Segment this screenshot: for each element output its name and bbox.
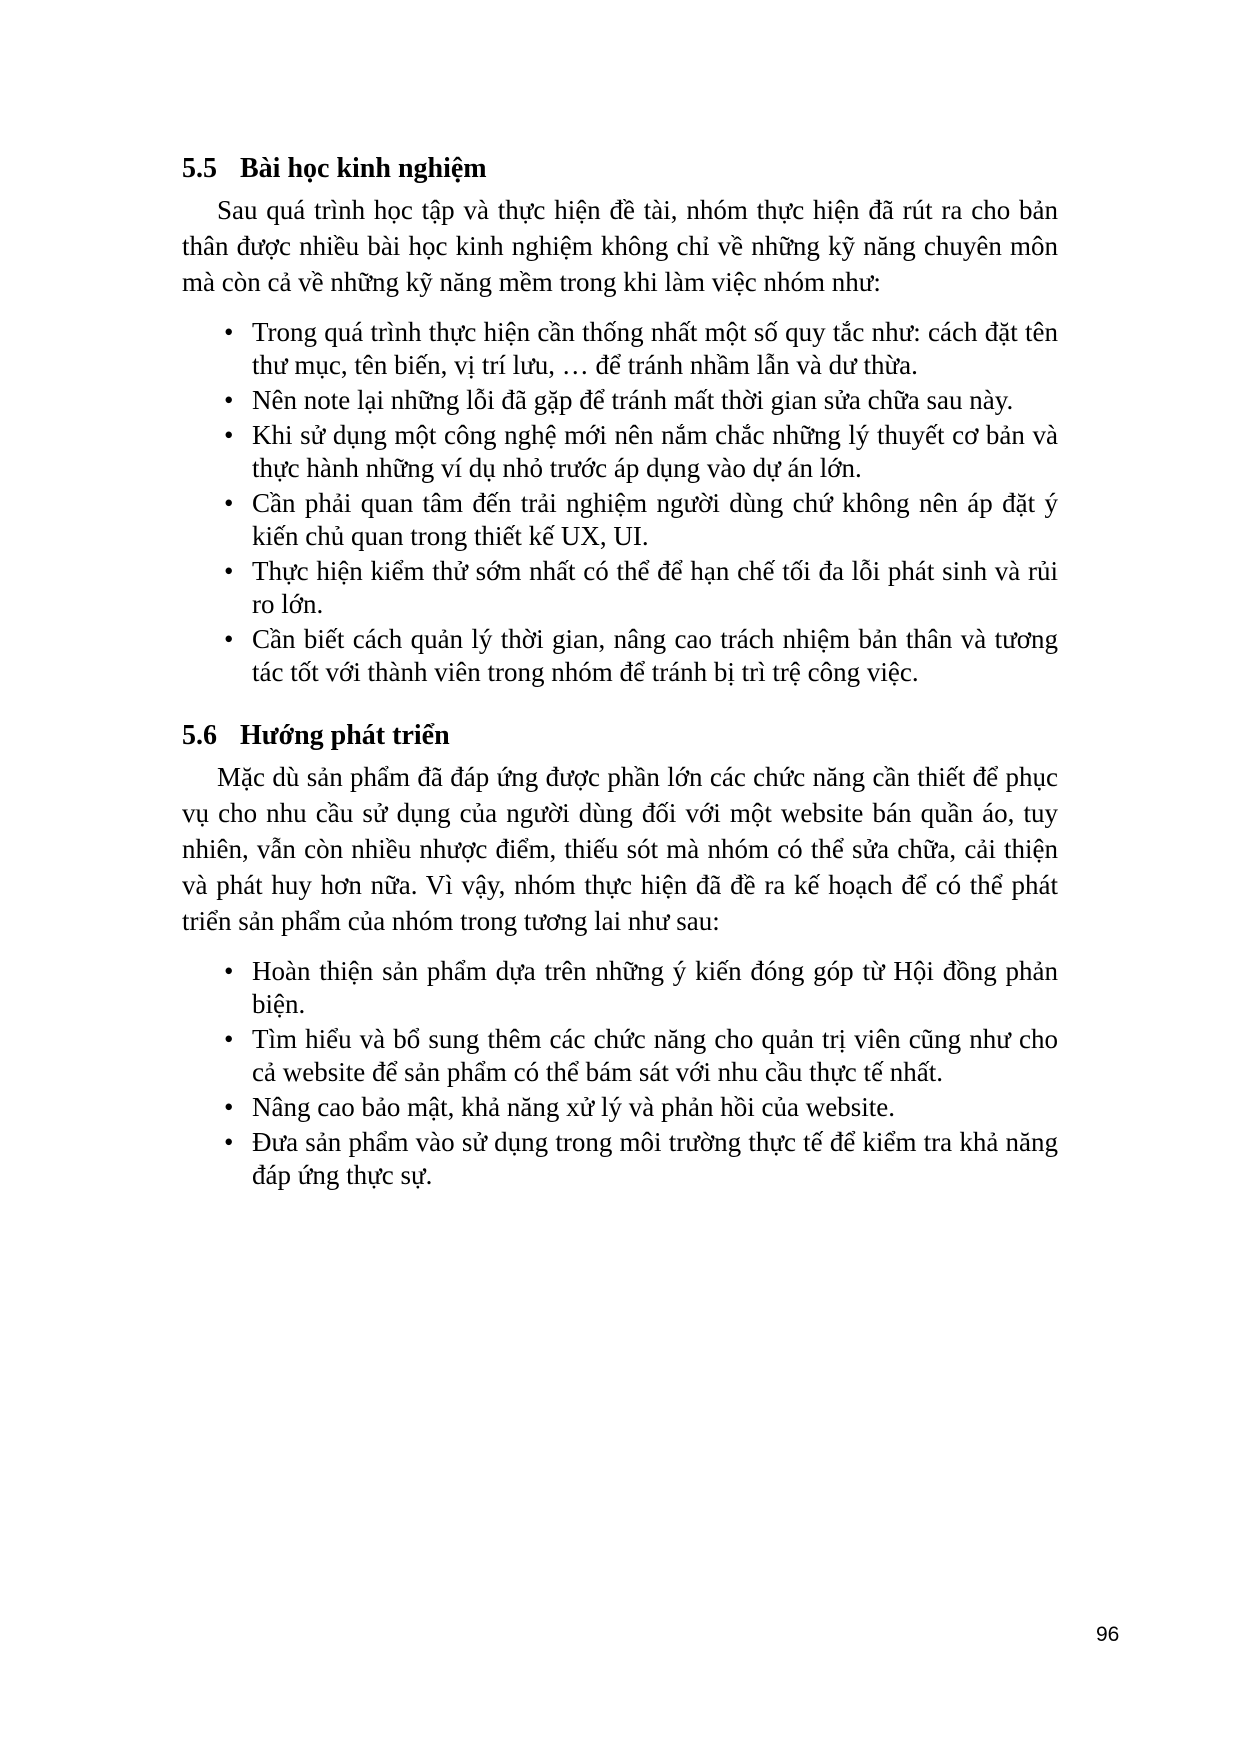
- section-number: 5.6: [182, 720, 217, 751]
- section-heading: [182, 152, 1058, 186]
- list-item: • Tìm hiểu và bổ sung thêm các chức năng cho quản trị viên cũng như cho cả website để sản phẩm có thể bám sát với nhu cầu thực tế nhất.: [252, 1023, 1058, 1089]
- section-lessons-learned: [182, 152, 1058, 689]
- bullet-list: [182, 316, 1058, 689]
- list-item: • Khi sử dụng một công nghệ mới nên nắm chắc những lý thuyết cơ bản và thực hành những ví dụ nhỏ trước áp dụng vào dự án lớn.: [252, 419, 1058, 485]
- list-item: • Trong quá trình thực hiện cần thống nhất một số quy tắc như: cách đặt tên thư mục, tên biến, vị trí lưu, … để tránh nhầm lẫn và dư thừa.: [252, 316, 1058, 382]
- section-title: Bài học kinh nghiệm: [240, 153, 487, 184]
- section-title: Hướng phát triển: [240, 720, 450, 751]
- section-intro-paragraph: Sau quá trình học tập và thực hiện đề tài, nhóm thực hiện đã rút ra cho bản thân được nhiều bài học kinh nghiệm không chỉ về những kỹ năng chuyên môn mà còn cả về những kỹ năng mềm trong khi làm việc nhóm như:: [182, 195, 1058, 297]
- list-item: • Đưa sản phẩm vào sử dụng trong môi trường thực tế để kiểm tra khả năng đáp ứng thực sự.: [252, 1126, 1058, 1192]
- list-item: • Cần biết cách quản lý thời gian, nâng cao trách nhiệm bản thân và tương tác tốt với thành viên trong nhóm để tránh bị trì trệ công việc.: [252, 623, 1058, 689]
- list-item: • Thực hiện kiểm thử sớm nhất có thể để hạn chế tối đa lỗi phát sinh và rủi ro lớn.: [252, 555, 1058, 621]
- section-future-development: [182, 719, 1058, 1192]
- list-item: • Cần phải quan tâm đến trải nghiệm người dùng chứ không nên áp đặt ý kiến chủ quan trong thiết kế UX, UI.: [252, 487, 1058, 553]
- section-heading: [182, 719, 1058, 753]
- list-item: • Nên note lại những lỗi đã gặp để tránh mất thời gian sửa chữa sau này.: [252, 384, 1058, 417]
- section-intro-paragraph: Mặc dù sản phẩm đã đáp ứng được phần lớn các chức năng cần thiết để phục vụ cho nhu cầu sử dụng của người dùng đối với một website bán quần áo, tuy nhiên, vẫn còn nhiều nhược điểm, thiếu sót mà nhóm có thể sửa chữa, cải thiện và phát huy hơn nữa. Vì vậy, nhóm thực hiện đã đề ra kế hoạch để có thể phát triển sản phẩm của nhóm trong tương lai như sau:: [182, 762, 1058, 936]
- bullet-list: [182, 955, 1058, 1192]
- list-item: • Hoàn thiện sản phẩm dựa trên những ý kiến đóng góp từ Hội đồng phản biện.: [252, 955, 1058, 1021]
- page-content: [182, 152, 1058, 1194]
- section-number: 5.5: [182, 153, 217, 184]
- list-item: • Nâng cao bảo mật, khả năng xử lý và phản hồi của website.: [252, 1091, 1058, 1124]
- page-number: 96: [1096, 1623, 1120, 1646]
